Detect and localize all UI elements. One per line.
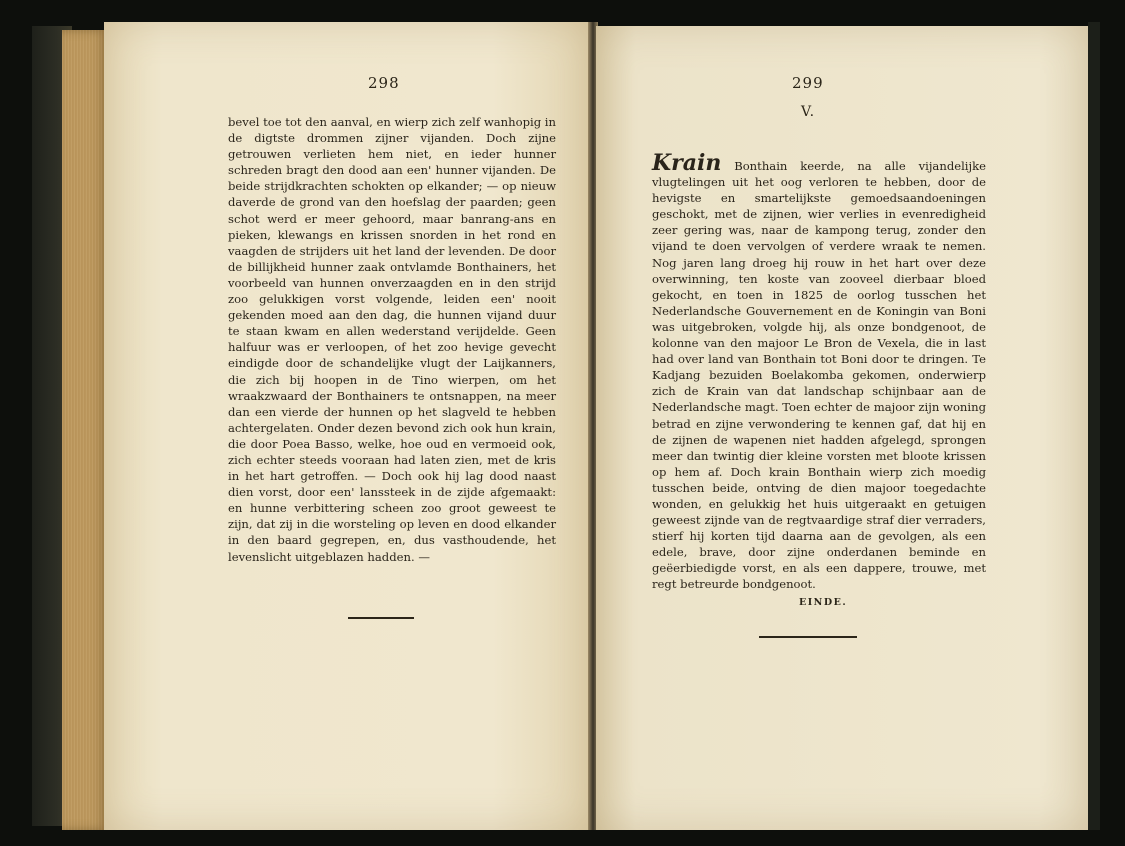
end-label: EINDE. [799,597,848,608]
book-cover-right [1088,22,1100,830]
chapter-heading: V. [801,104,816,120]
right-page-body-text: Bonthain keerde, na alle vijandelijke vlugtelingen uit het oog verloren te hebben, door de hevigste en smartelijkste gemoedsaandoeningen geschokt, met de zijnen, wier verlies in evenredigheid zeer gering was, naar de kampong terug, zonder den vijand te doen vervolgen of verdere wraak te nemen. Nog jaren lang droeg hij rouw in het hart over deze overwinning, ten koste van zooveel dierbaar bloed gekocht, en toen in 1825 de oorlog tusschen het Nederlandsche Gouvernement en de Koningin van Boni was uitgebroken, volgde hij, als onze bondgenoot, de kolonne van den majoor Le Bron de Vexela, die in last had over land van Bonthain tot Boni door te dringen. Te Kadjang bezuiden Boelakomba gekomen, onderwierp zich de Krain van dat landschap schijnbaar aan de Nederlandsche magt. Toen echter de majoor zijn woning betrad en zijne verwondering te kennen gaf, dat hij en de zijnen de wapenen niet hadden afgelegd, sprongen meer dan twintig dier kleine vorsten met bloote krissen op hem af. Doch krain Bonthain wierp zich moedig tusschen beide, ontving de dien majoor toegedachte wonden, en gelukkig het huis uitgeraakt en getuigen geweest zijnde van de regtvaardige straf dier verraders, stierf hij korten tijd daarna aan de gevolgen, als een edele, brave, door zijne onderdanen beminde en geëerbiedigde vorst, en als een dappere, trouwe, met regt betreurde bondgenoot. [652,159,986,592]
right-page [596,26,1088,830]
page-edges [62,30,108,830]
dropcap-word: Krain [652,150,722,176]
left-page-body: bevel toe tot den aanval, en wierp zich zelf wanhopig in de digtste drommen zijner vijanden. Doch zijne getrouwen verlieten hem niet, en ieder hunner schreden bragt den dood aan een' hunner vijanden. De beide strijdkrachten schokten op elkander; — op nieuw daverde de grond van den hoefslag der paarden; geen schot werd er meer gehoord, maar banrang-ans en pieken, klewangs en krissen snorden in het rond en vaagden de strijders uit het land der levenden. De door de billijkheid hunner zaak ontvlamde Bonthainers, het voorbeeld van hunnen onverzaagden en in den strijd zoo gelukkigen vorst volgende, leiden een' nooit gekenden moed aan den dag, die hunnen vijand duur te staan kwam en allen wederstand verijdelde. Geen halfuur was er verloopen, of het zoo hevige gevecht eindigde door de schandelijke vlugt der Laijkanners, die zich bij hoopen in de Tino wierpen, om het wraakzwaard der Bonthainers te ontsnappen, na meer dan een vierde der hunnen op het slagveld te hebben achtergelaten. Onder dezen bevond zich ook hun krain, die door Poea Basso, welke, hoe oud en vermoeid ook, zich echter steeds vooraan had laten zien, met de kris in het hart getroffen. — Doch ook hij lag dood naast dien vorst, door een' lanssteek in de zijde afgemaakt: en hunne verbittering scheen zoo groot geweest te zijn, dat zij in die worsteling op leven en dood elkander in den baard gegrepen, en, dus vasthoudende, het levenslicht uitgeblazen hadden. — [228,115,556,564]
right-page-end-rule [759,636,857,638]
right-page-number: 299 [792,74,824,92]
right-page-body [652,150,986,593]
left-page [104,22,590,830]
left-page-end-rule [348,617,414,619]
left-page-number: 298 [368,74,400,92]
